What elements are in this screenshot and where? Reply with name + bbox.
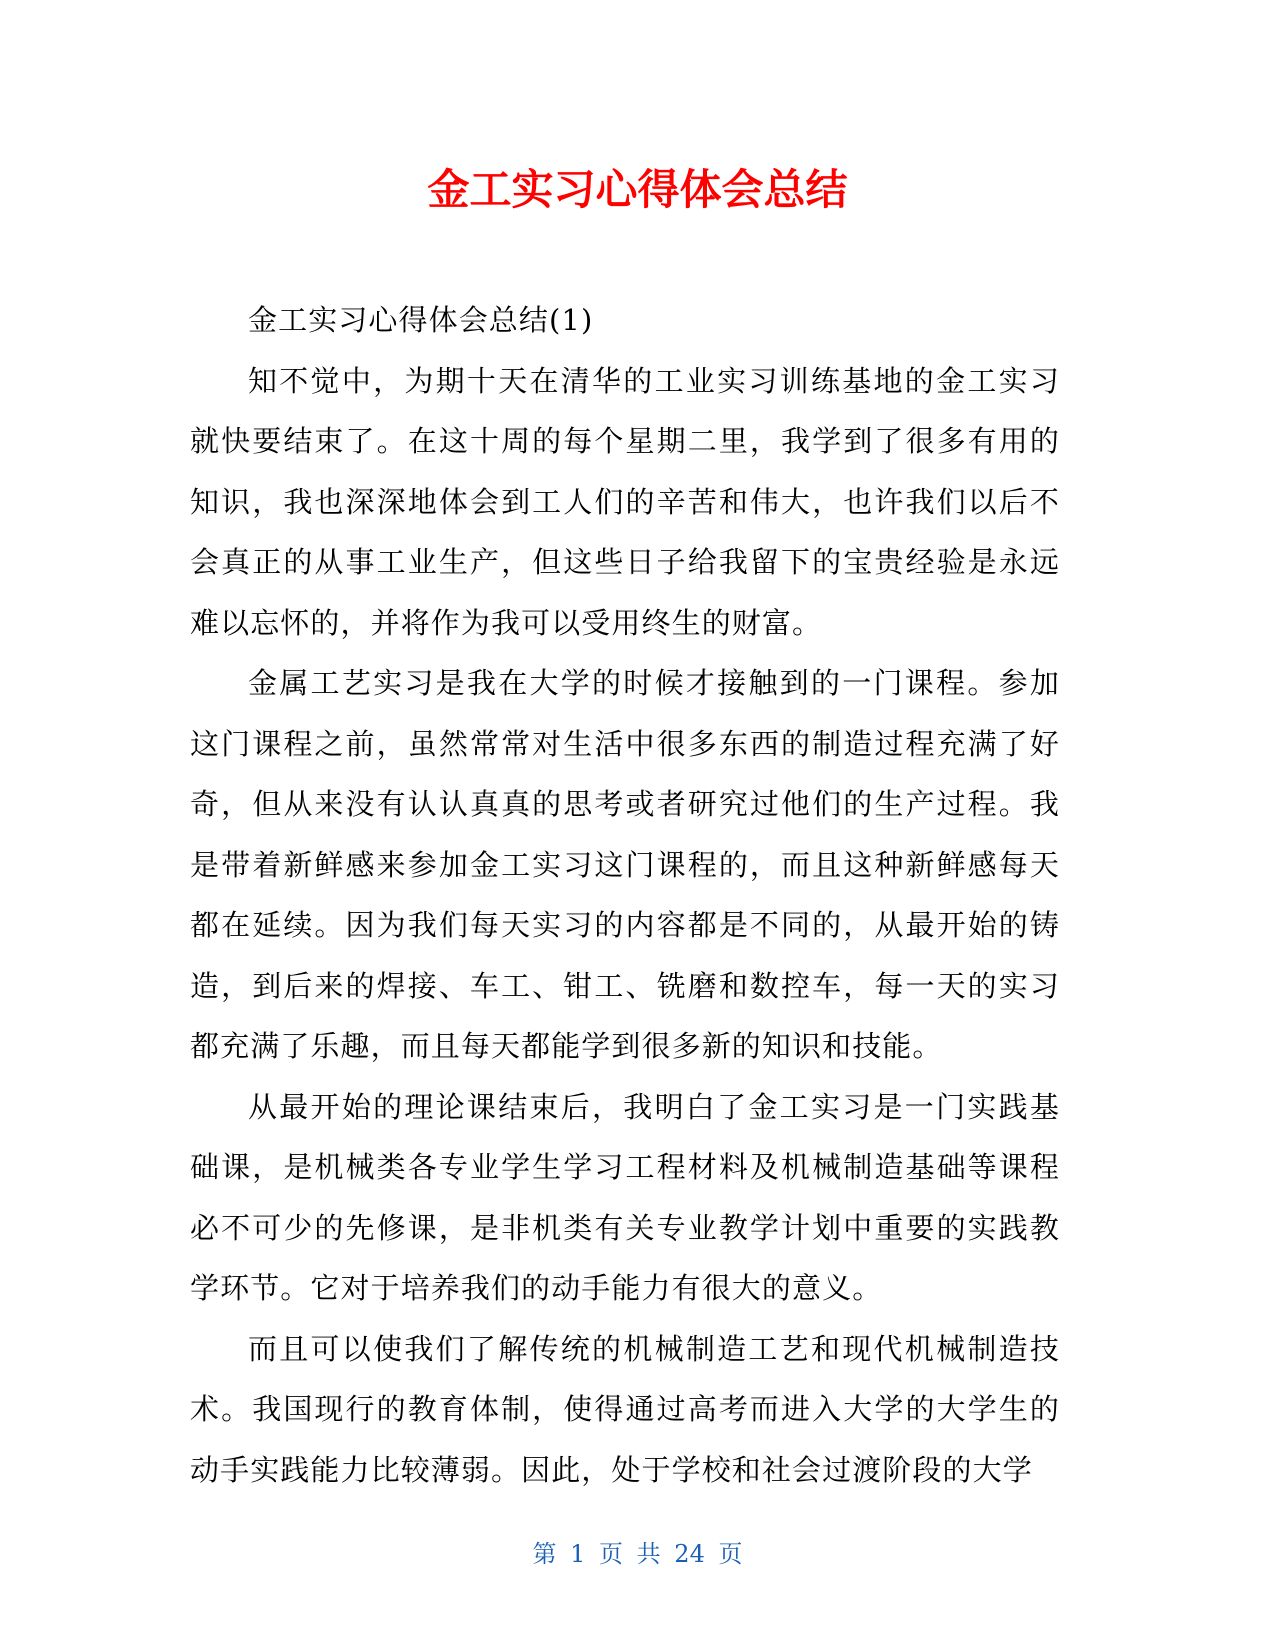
paragraph-1: 知不觉中，为期十天在清华的工业实习训练基地的金工实习就快要结束了。在这十周的每个星期二里，我学到了很多有用的知识，我也深深地体会到工人们的辛苦和伟大，也许我们以后不会真正的从事工业生产，但这些日子给我留下的宝贵经验是永远难以忘怀的，并将作为我可以受用终生的财富。 <box>190 363 1060 640</box>
section-heading: 金工实习心得体会总结(1) <box>248 303 594 337</box>
paragraph-4: 而且可以使我们了解传统的机械制造工艺和现代机械制造技术。我国现行的教育体制，使得通过高考而进入大学的大学生的动手实践能力比较薄弱。因此，处于学校和社会过渡阶段的大学 <box>190 1331 1060 1487</box>
document-title: 金工实习心得体会总结 <box>427 165 848 214</box>
page-number-footer: 第 1 页 共 24 页 <box>532 1540 743 1568</box>
document-body <box>190 290 1060 1500</box>
paragraph-2: 金属工艺实习是我在大学的时候才接触到的一门课程。参加这门课程之前，虽然常常对生活中很多东西的制造过程充满了好奇，但从来没有认认真真的思考或者研究过他们的生产过程。我是带着新鲜感来参加金工实习这门课程的，而且这种新鲜感每天都在延续。因为我们每天实习的内容都是不同的，从最开始的铸造，到后来的焊接、车工、钳工、铣磨和数控车，每一天的实习都充满了乐趣，而且每天都能学到很多新的知识和技能。 <box>190 666 1060 1063</box>
paragraph-3: 从最开始的理论课结束后，我明白了金工实习是一门实践基础课，是机械类各专业学生学习工程材料及机械制造基础等课程必不可少的先修课，是非机类有关专业教学计划中重要的实践教学环节。它对于培养我们的动手能力有很大的意义。 <box>190 1089 1060 1305</box>
